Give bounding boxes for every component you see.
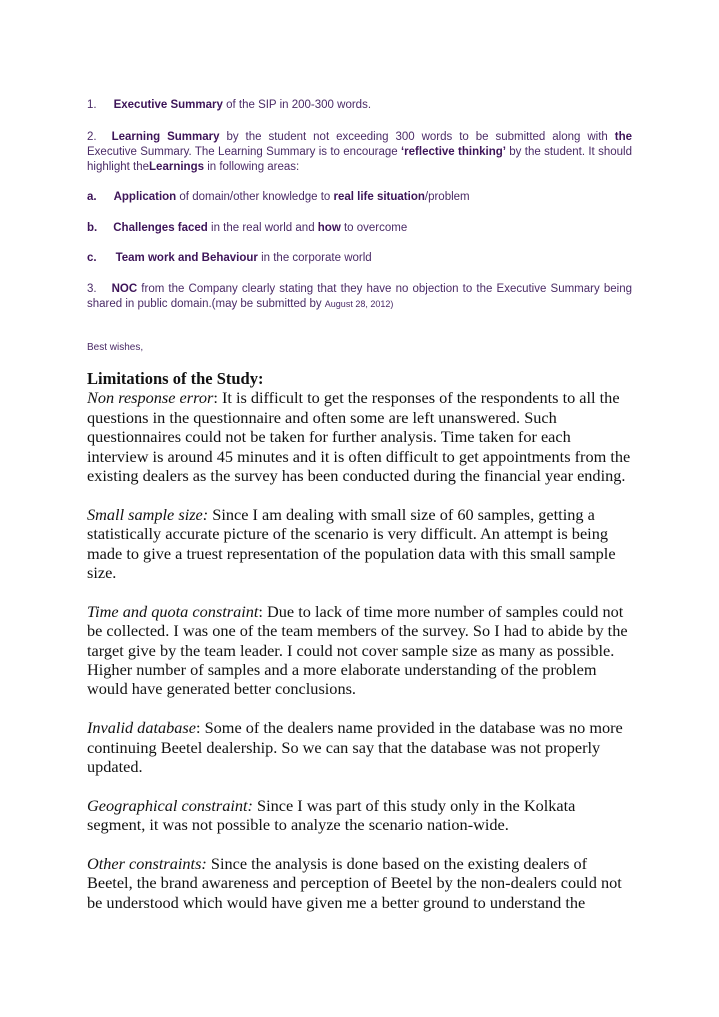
item-date: August 28, 2012) bbox=[324, 299, 394, 309]
item-text: by the student. It should highlight the bbox=[87, 146, 632, 173]
limitation-paragraph bbox=[87, 602, 632, 699]
item-heading: Team work and Behaviour bbox=[115, 252, 258, 264]
limitation-text: Since I was part of this study only in the Kolkata segment, it was not possible to analyze the scenario nation-wide. bbox=[87, 795, 576, 835]
limitation-text: Since the analysis is done based on the existing dealers of Beetel, the brand awareness and perception of Beetel by the non-dealers could not be understood which would have given me a better ground to understand the bbox=[87, 854, 622, 912]
item-bold-word: how bbox=[317, 222, 341, 234]
item-text: in the corporate world bbox=[257, 252, 372, 264]
item-bold-phrase: ‘reflective thinking’ bbox=[400, 146, 506, 158]
item-number: 2. bbox=[87, 131, 97, 143]
item-number: 3. bbox=[87, 283, 97, 295]
item-text: by the student not exceeding 300 words to be submitted along with bbox=[219, 131, 615, 143]
sip-item-1 bbox=[87, 98, 632, 113]
item-text: /problem bbox=[424, 191, 470, 203]
limitation-paragraph bbox=[87, 718, 632, 776]
limitation-label: Small sample size: bbox=[87, 504, 209, 524]
limitation-label: Other constraints: bbox=[87, 854, 207, 874]
limitation-text: Since I am dealing with small size of 60 samples, getting a statistically accurate picture of the scenario is very difficult. An attempt is being made to give a truest representation of the population data with this small sample size. bbox=[87, 504, 616, 583]
item-bold-word: the bbox=[614, 131, 633, 143]
limitation-paragraph bbox=[87, 796, 632, 835]
item-heading: Application bbox=[113, 191, 177, 203]
sip-item-b bbox=[87, 221, 632, 236]
limitation-label: Invalid database bbox=[87, 718, 196, 738]
item-text: to overcome bbox=[340, 222, 408, 234]
item-letter: c. bbox=[87, 252, 97, 264]
limitation-label: Time and quota constraint bbox=[87, 601, 259, 621]
item-text: in following areas: bbox=[204, 161, 300, 173]
limitation-text: : Some of the dealers name provided in the database was no more continuing Beetel dealership. So we can say that the database was not properly updated. bbox=[87, 718, 623, 777]
item-text: of domain/other knowledge to bbox=[176, 191, 334, 203]
sip-item-a bbox=[87, 190, 632, 205]
item-letter: a. bbox=[87, 191, 97, 203]
item-heading: Learning Summary bbox=[111, 131, 220, 143]
item-heading: NOC bbox=[111, 283, 138, 295]
item-bold-word: Learnings bbox=[149, 161, 204, 173]
sip-item-2 bbox=[87, 130, 632, 175]
closing-line: Best wishes, bbox=[87, 342, 144, 353]
item-heading: Executive Summary bbox=[113, 99, 223, 111]
item-text: in the real world and bbox=[207, 222, 318, 234]
limitation-paragraph bbox=[87, 854, 632, 912]
section-heading: Limitations of the Study: bbox=[87, 369, 264, 388]
limitations-section bbox=[87, 369, 632, 912]
item-letter: b. bbox=[87, 222, 98, 234]
limitation-paragraph bbox=[87, 388, 632, 485]
item-text: Executive Summary. The Learning Summary is to encourage bbox=[87, 146, 401, 158]
sip-item-3 bbox=[87, 282, 632, 312]
item-bold-phrase: real life situation bbox=[333, 191, 425, 203]
item-text: of the SIP in 200-300 words. bbox=[222, 99, 372, 111]
item-heading: Challenges faced bbox=[113, 222, 208, 234]
item-text: from the Company clearly stating that they have no objection to the Executive Summary being shared in public domain.(may be submitted by bbox=[87, 283, 632, 310]
limitation-text: : It is difficult to get the responses of the respondents to all the questions in the questionnaire and often some are left unanswered. Such questionnaires could not be taken for further analysis. Time taken for each interview is around 45 minutes and it is often difficult to get appointments from the existing dealers as the survey has been conducted during the financial year ending. bbox=[87, 388, 631, 486]
limitation-text: : Due to lack of time more number of samples could not be collected. I was one of the team members of the survey. So I had to abide by the target give by the team leader. I could not cover sample size as many as possible. Higher number of samples and a more elaborate understanding of the problem would have generated better conclusions. bbox=[87, 601, 628, 699]
limitation-paragraph bbox=[87, 505, 632, 583]
limitation-label: Non response error bbox=[87, 388, 214, 408]
item-number: 1. bbox=[87, 99, 97, 111]
limitation-label: Geographical constraint: bbox=[87, 795, 253, 815]
sip-item-c bbox=[87, 251, 632, 266]
